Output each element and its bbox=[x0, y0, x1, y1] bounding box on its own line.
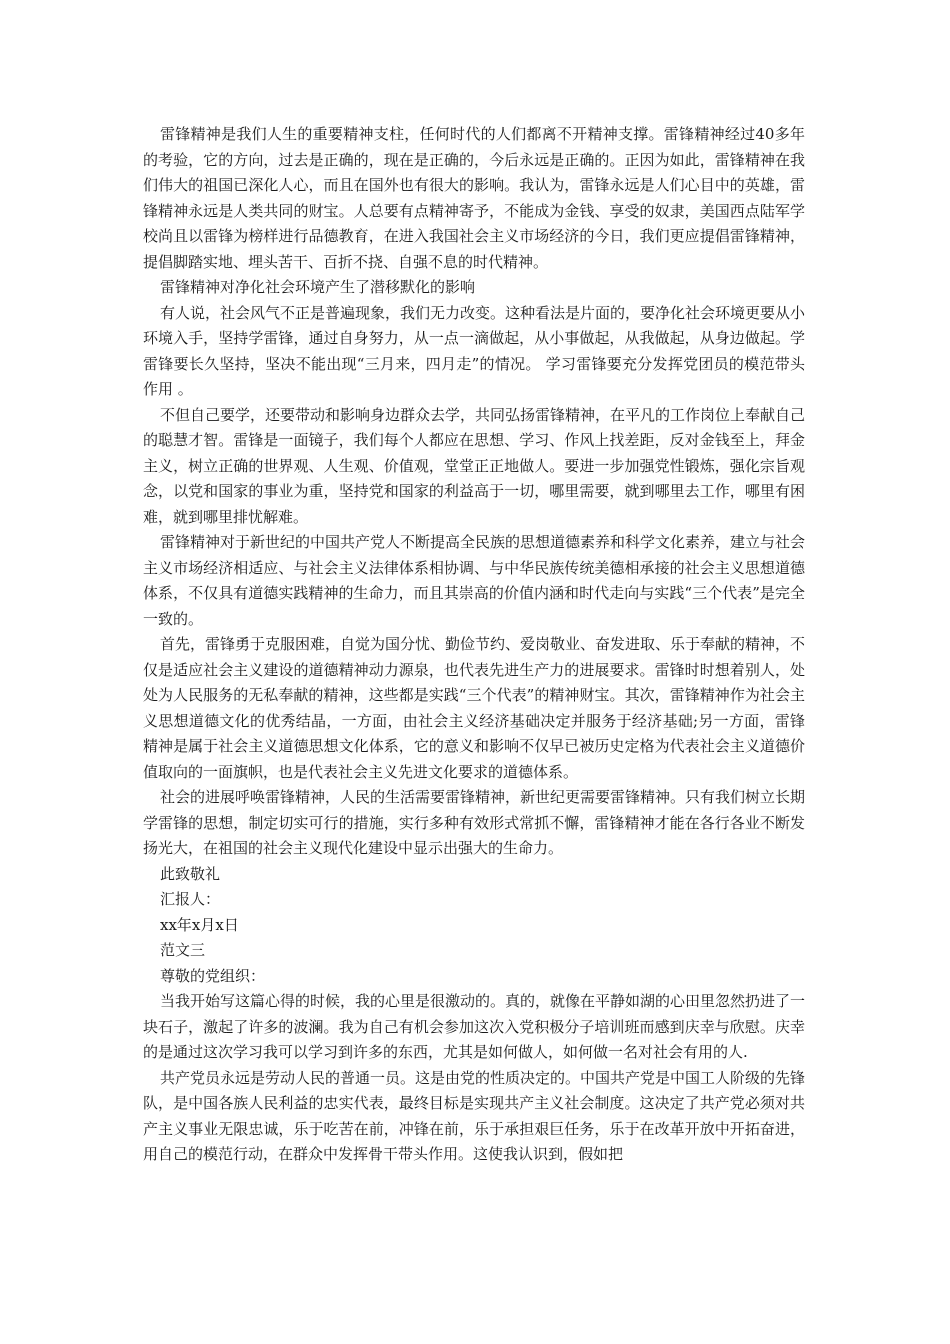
reporter-line: 汇报人： bbox=[160, 890, 221, 908]
paragraph: 雷锋精神是我们人生的重要精神支柱，任何时代的人们都离不开精神支撑。雷锋精神经过40多年的考验，它的方向，过去是正确的，现在是正确的，今后永远是正确的。正因为如此，雷锋精神在我们伟大的祖国已深化人心，而且在国外也有很大的影响。我认为，雷锋永远是人们心目中的英雄，雷锋精神永远是人类共同的财宝。人总要有点精神寄予，不能成为金钱、享受的奴隶，美国西点陆军学校尚且以雷锋为榜样进行品德教育，在进入我国社会主义市场经济的今日，我们更应提倡雷锋精神，提倡脚踏实地、埋头苦干、百折不挠、自强不息的时代精神。 bbox=[143, 125, 805, 271]
greeting: 尊敬的党组织： bbox=[160, 966, 266, 985]
section-heading: 雷锋精神对净化社会环境产生了潜移默化的影响 bbox=[160, 278, 476, 296]
paragraph: 共产党员永远是劳动人民的普通一员。这是由党的性质决定的。中国共产党是中国工人阶级的先锋队，是中国各族人民利益的忠实代表，最终目标是实现共产主义社会制度。这决定了共产党必须对共产主义事业无限忠诚，乐于吃苦在前，冲锋在前，乐于承担艰巨任务，乐于在改革开放中开拓奋进，用自己的模范行动，在群众中发挥骨干带头作用。这使我认识到，假如把 bbox=[143, 1068, 806, 1163]
paragraph: 有人说，社会风气不正是普遍现象，我们无力改变。这种看法是片面的，要净化社会环境更要从小环境入手，坚持学雷锋，通过自身努力，从一点一滴做起，从小事做起，从我做起，从身边做起。学雷锋要长久坚持，坚决不能出现“三月来，四月走”的情况。 学习雷锋要充分发挥党团员的模范带头作用 。 bbox=[143, 303, 806, 398]
document-body bbox=[143, 122, 805, 1168]
closing-salutation: 此致敬礼 bbox=[160, 864, 221, 883]
paragraph: 首先，雷锋勇于克服困难，自觉为国分忧、勤俭节约、爱岗敬业、奋发进取、乐于奉献的精神，不仅是适应社会主义建设的道德精神动力源泉，也代表先进生产力的进展要求。雷锋时时想着别人，处处为人民服务的无私奉献的精神，这些都是实践“三个代表”的精神财宝。其次，雷锋精神作为社会主义思想道德文化的优秀结晶，一方面，由社会主义经济基础决定并服务于经济基础;另一方面，雷锋精神是属于社会主义道德思想文化体系，它的意义和影响不仅早已被历史定格为代表社会主义道德价值取向的一面旗帜，也是代表社会主义先进文化要求的道德体系。 bbox=[143, 635, 806, 781]
paragraph: 社会的进展呼唤雷锋精神，人民的生活需要雷锋精神，新世纪更需要雷锋精神。只有我们树立长期学雷锋的思想，制定切实可行的措施，实行多种有效形式常抓不懈，雷锋精神才能在各行各业不断发扬光大，在祖国的社会主义现代化建设中显示出强大的生命力。 bbox=[143, 788, 806, 857]
date-line: xx年x月x日 bbox=[160, 915, 239, 934]
paragraph: 雷锋精神对于新世纪的中国共产党人不断提高全民族的思想道德素养和科学文化素养，建立与社会主义市场经济相适应、与社会主义法律体系相协调、与中华民族传统美德相承接的社会主义思想道德体系，不仅具有道德实践精神的生命力，而且其崇高的价值内涵和时代走向与实践“三个代表”是完全一致的。 bbox=[143, 533, 806, 628]
paragraph: 不但自己要学，还要带动和影响身边群众去学，共同弘扬雷锋精神，在平凡的工作岗位上奉献自己的聪慧才智。雷锋是一面镜子，我们每个人都应在思想、学习、作风上找差距，反对金钱至上，拜金主义，树立正确的世界观、人生观、价值观，堂堂正正地做人。要进一步加强党性锻炼，强化宗旨观念，以党和国家的事业为重，坚持党和国家的利益高于一切，哪里需要，就到哪里去工作，哪里有困难，就到哪里排忧解难。 bbox=[143, 405, 806, 526]
sample-heading: 范文三 bbox=[160, 941, 206, 959]
paragraph: 当我开始写这篇心得的时候，我的心里是很激动的。真的，就像在平静如湖的心田里忽然扔进了一块石子，激起了许多的波澜。我为自己有机会参加这次入党积极分子培训班而感到庆幸与欣慰。庆幸的是通过这次学习我可以学习到许多的东西，尤其是如何做人，如何做一名对社会有用的人. bbox=[143, 992, 806, 1061]
